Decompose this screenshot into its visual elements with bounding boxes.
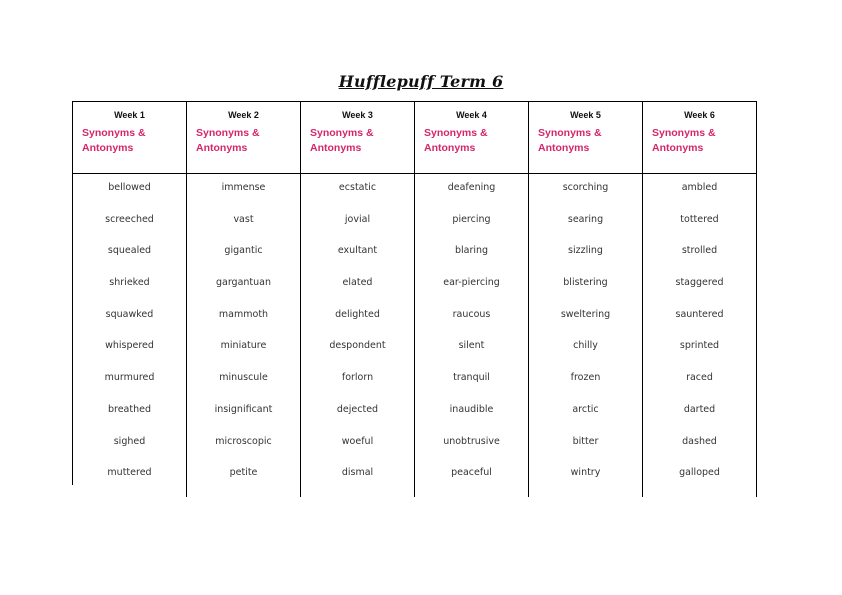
column-header <box>529 102 642 174</box>
column-subtitle: Synonyms & Antonyms <box>82 127 146 154</box>
week-label: Week 2 <box>228 110 259 120</box>
word: exultant <box>337 245 378 257</box>
word: strolled <box>681 245 718 257</box>
word: sighed <box>113 435 146 447</box>
word: dashed <box>682 435 717 447</box>
word: dismal <box>341 467 374 479</box>
word: elated <box>342 277 373 289</box>
word: ecstatic <box>338 182 377 193</box>
word: blaring <box>454 245 489 257</box>
word: gigantic <box>224 245 263 257</box>
word: unobtrusive <box>443 435 500 447</box>
word: vast <box>233 213 254 225</box>
week-label: Week 5 <box>570 110 601 120</box>
word: dejected <box>336 403 379 415</box>
word: screeched <box>105 213 154 225</box>
word: bitter <box>572 435 599 447</box>
week-column <box>187 102 301 497</box>
word: ear-piercing <box>443 277 500 289</box>
word: tranquil <box>453 372 490 384</box>
column-header <box>187 102 300 174</box>
word: tottered <box>680 213 719 225</box>
word: shrieked <box>109 277 150 289</box>
word: silent <box>458 340 485 352</box>
word: whispered <box>105 340 154 352</box>
word: immense <box>221 182 266 193</box>
word: miniature <box>220 340 267 352</box>
word: sprinted <box>679 340 720 352</box>
word: scorching <box>562 182 609 193</box>
word: sizzling <box>568 245 603 257</box>
word: arctic <box>572 403 599 415</box>
word: peaceful <box>451 467 492 479</box>
word: despondent <box>329 340 386 352</box>
week-label: Week 1 <box>114 110 145 120</box>
column-header <box>73 102 186 174</box>
word: sauntered <box>675 308 724 320</box>
column-subtitle: Synonyms & Antonyms <box>538 127 602 154</box>
word: petite <box>229 467 258 479</box>
column-subtitle: Synonyms & Antonyms <box>310 127 374 154</box>
word-list <box>415 174 528 497</box>
word: darted <box>683 403 716 415</box>
word: woeful <box>341 435 374 447</box>
page-title: Hufflepuff Term 6 <box>338 72 504 91</box>
word-list <box>529 174 642 497</box>
column-subtitle: Synonyms & Antonyms <box>196 127 260 154</box>
word: murmured <box>104 372 155 384</box>
word-list <box>73 174 186 497</box>
week-column <box>301 102 415 497</box>
word: gargantuan <box>215 277 272 289</box>
word: bellowed <box>108 182 151 193</box>
word: ambled <box>681 182 718 193</box>
week-label: Week 6 <box>684 110 715 120</box>
word: searing <box>567 213 604 225</box>
word: muttered <box>107 467 152 479</box>
week-column <box>73 102 187 497</box>
word: sweltering <box>560 308 611 320</box>
week-label: Week 4 <box>456 110 487 120</box>
word-list <box>187 174 300 497</box>
column-header <box>301 102 414 174</box>
word: wintry <box>570 467 601 479</box>
word: delighted <box>335 308 380 320</box>
word-table <box>72 101 757 485</box>
word: squawked <box>105 308 154 320</box>
word-list <box>301 174 414 497</box>
word: minuscule <box>219 372 268 384</box>
week-label: Week 3 <box>342 110 373 120</box>
word: forlorn <box>341 372 374 384</box>
word: squealed <box>107 245 152 257</box>
word: mammoth <box>218 308 269 320</box>
week-column <box>415 102 529 497</box>
column-subtitle: Synonyms & Antonyms <box>424 127 488 154</box>
word: raucous <box>452 308 491 320</box>
word: jovial <box>344 213 371 225</box>
word: breathed <box>107 403 151 415</box>
column-subtitle: Synonyms & Antonyms <box>652 127 716 154</box>
word: raced <box>686 372 713 384</box>
word: piercing <box>452 213 491 225</box>
word: frozen <box>570 372 601 384</box>
week-column <box>643 102 757 497</box>
word: galloped <box>679 467 720 479</box>
word: microscopic <box>215 435 272 447</box>
word: inaudible <box>449 403 494 415</box>
column-header <box>643 102 756 174</box>
word: insignificant <box>214 403 273 415</box>
word: deafening <box>447 182 496 193</box>
column-header <box>415 102 528 174</box>
word: chilly <box>573 340 598 352</box>
word: staggered <box>675 277 724 289</box>
week-column <box>529 102 643 497</box>
word: blistering <box>563 277 608 289</box>
word-list <box>643 174 756 497</box>
